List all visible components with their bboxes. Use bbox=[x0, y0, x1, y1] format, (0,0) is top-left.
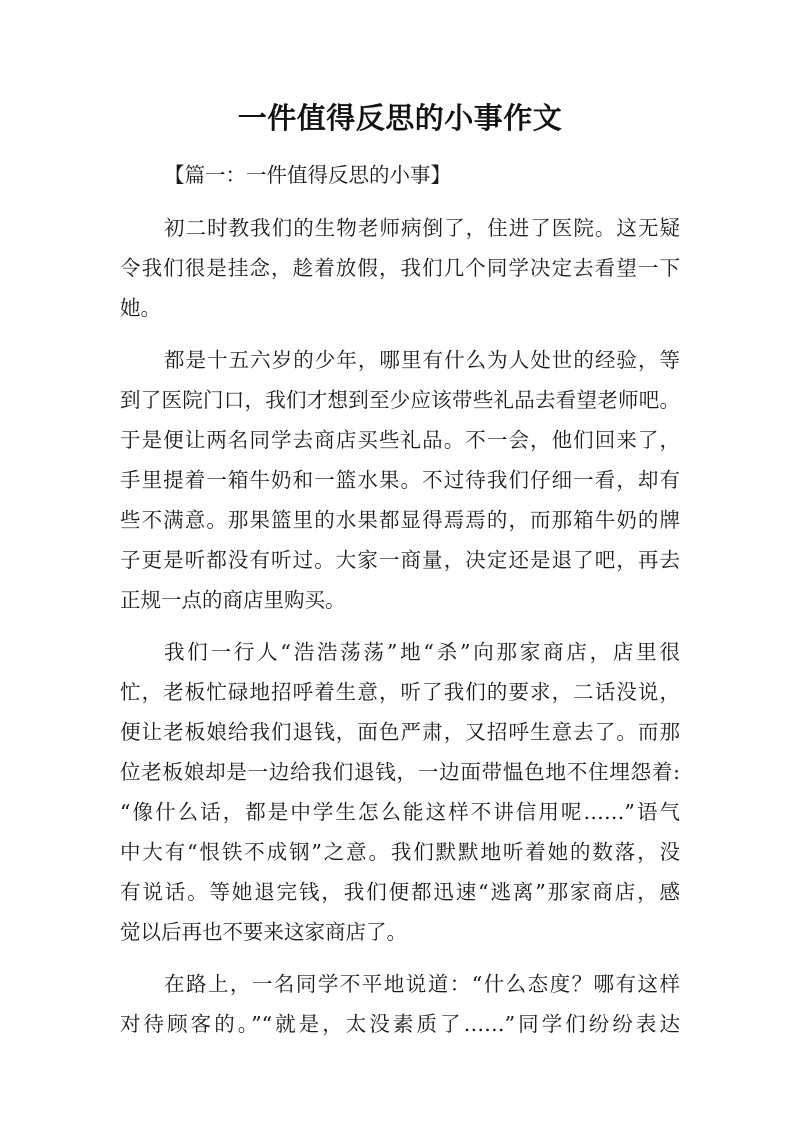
document-body bbox=[120, 154, 680, 1044]
paragraph-line: 有说话。等她退完钱，我们便都迅速“逃离”那家商店，感 bbox=[120, 880, 680, 904]
paragraph-line: 些不满意。那果篮里的水果都显得焉焉的，而那箱牛奶的牌 bbox=[120, 508, 680, 532]
paragraph-line: 手里提着一箱牛奶和一篮水果。不过待我们仔细一看，却有 bbox=[120, 468, 680, 492]
paragraph-line: 令我们很是挂念，趁着放假，我们几个同学决定去看望一下 bbox=[120, 256, 680, 280]
section-heading: 【篇一：一件值得反思的小事】 bbox=[164, 163, 451, 187]
paragraph-line: 初二时教我们的生物老师病倒了，住进了医院。这无疑 bbox=[164, 216, 680, 240]
paragraph-line: 我们一行人“浩浩荡荡”地“杀”向那家商店，店里很 bbox=[164, 640, 680, 664]
paragraph-3 bbox=[120, 632, 680, 952]
paragraph-line: 便让老板娘给我们退钱，面色严肃，又招呼生意去了。而那 bbox=[120, 720, 680, 744]
paragraph-line: 她。 bbox=[120, 296, 161, 320]
paragraph-line: “像什么话，都是中学生怎么能这样不讲信用呢……”语气 bbox=[120, 800, 680, 824]
paragraph-line: 觉以后再也不要来这家商店了。 bbox=[120, 920, 407, 944]
paragraph-4 bbox=[120, 964, 680, 1044]
paragraph-line: 都是十五六岁的少年，哪里有什么为人处世的经验，等 bbox=[164, 348, 680, 372]
paragraph-line: 忙，老板忙碌地招呼着生意，听了我们的要求，二话没说， bbox=[120, 680, 680, 704]
paragraph-line: 在路上，一名同学不平地说道：“什么态度？哪有这样 bbox=[164, 972, 680, 996]
paragraph-line: 位老板娘却是一边给我们退钱，一边面带愠色地不住埋怨着: bbox=[120, 760, 680, 784]
paragraph-line: 到了医院门口，我们才想到至少应该带些礼品去看望老师吧。 bbox=[120, 388, 680, 412]
paragraph-2 bbox=[120, 340, 680, 620]
document-title: 一件值得反思的小事作文 bbox=[237, 101, 563, 135]
paragraph-line: 中大有“恨铁不成钢”之意。我们默默地听着她的数落，没 bbox=[120, 840, 680, 864]
paragraph-1 bbox=[120, 208, 680, 328]
paragraph-line: 于是便让两名同学去商店买些礼品。不一会，他们回来了， bbox=[120, 428, 680, 452]
paragraph-line: 对待顾客的。”“就是，太没素质了……”同学们纷纷表达 bbox=[120, 1012, 680, 1036]
paragraph-line: 正规一点的商店里购买。 bbox=[120, 588, 346, 612]
paragraph-line: 子更是听都没有听过。大家一商量，决定还是退了吧，再去 bbox=[120, 548, 680, 572]
